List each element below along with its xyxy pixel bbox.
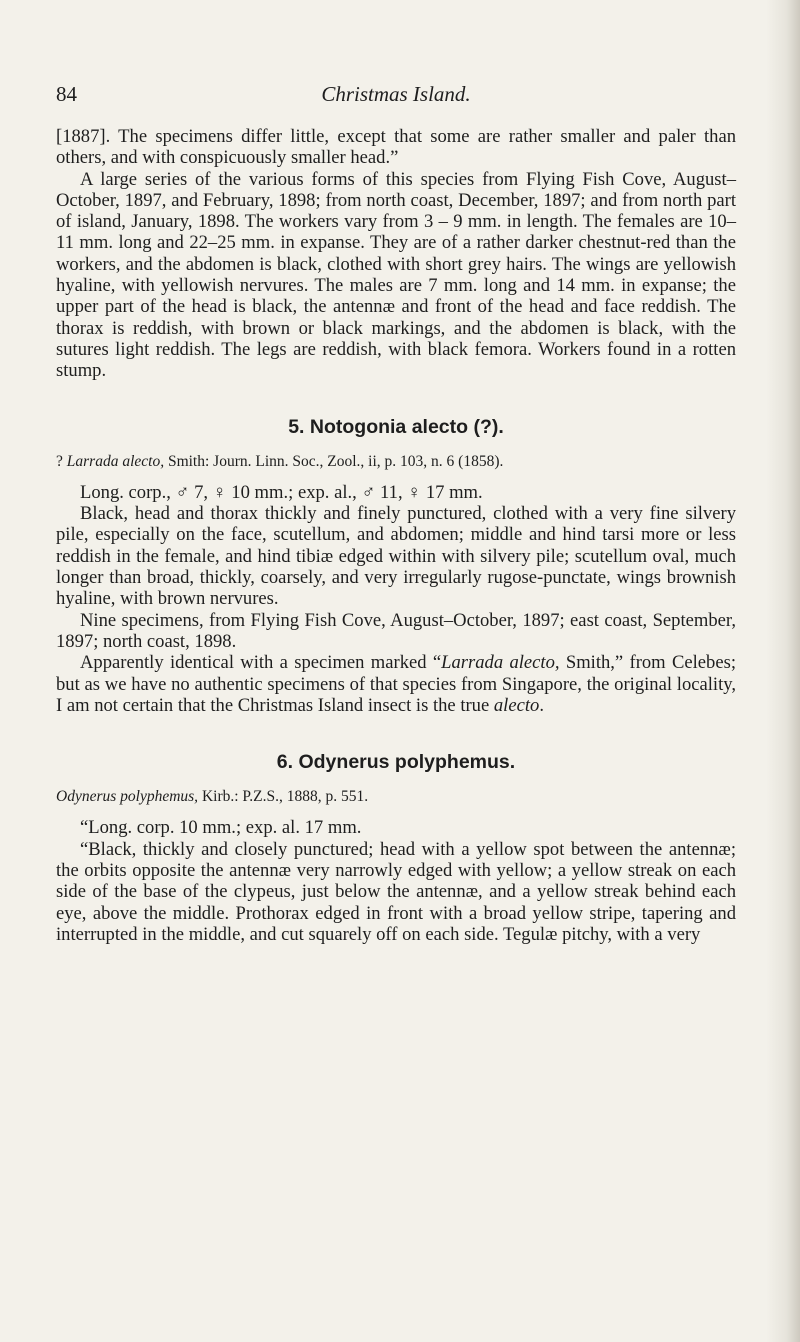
- synonym-citation-larrada: [56, 452, 736, 472]
- odynerus-description-paragraph: “Black, thickly and closely punctured; head with a yellow spot between the antennæ; the orbits opposite the antennæ very narrowly edged with yellow; a yellow streak on each side of the base of the clypeus, just below the antennæ, and a yellow streak behind each eye, above the middle. Prothorax edged in front with a broad yellow stripe, tapering and interrupted in the middle, and cut squarely off on each side. Tegulæ pitchy, with a very: [56, 838, 736, 945]
- synonym-reference-odynerus: Kirb.: P.Z.S., 1888, p. 551.: [198, 788, 369, 806]
- locality-paragraph: Nine specimens, from Flying Fish Cove, August–October, 1897; east coast, September, 1897; north coast, 1898.: [56, 609, 736, 652]
- page-body: [56, 126, 736, 945]
- measurements-paragraph: Long. corp., ♂ 7, ♀ 10 mm.; exp. al., ♂ 11, ♀ 17 mm.: [80, 481, 483, 503]
- description-paragraph: Black, head and thorax thickly and finely punctured, clothed with a very fine silvery pile, especially on the face, scutellum, and abdomen; middle and hind tarsi more or less reddish in the female, and hind tibiæ edged within with silvery pile; scutellum oval, much longer than broad, thickly, coarsely, and very irregularly rugose-punctate, wings brownish hyaline, with brown nervures.: [56, 503, 736, 610]
- synonym-citation-odynerus: [56, 787, 736, 807]
- synonym-name: Larrada alecto,: [66, 452, 165, 470]
- section-heading-odynerus: 6. Odynerus polyphemus.: [276, 751, 516, 774]
- odynerus-measurements-paragraph: “Long. corp. 10 mm.; exp. al. 17 mm.: [80, 817, 362, 839]
- intro-paragraph-quote-end: [1887]. The specimens differ little, except that some are rather smaller and paler than others, and with conspicuously smaller head.”: [56, 126, 736, 169]
- page-edge-shadow: [766, 0, 800, 1342]
- remarks-species-name: Larrada alecto,: [441, 652, 560, 674]
- remarks-paragraph: [56, 652, 736, 716]
- remarks-text-a: Apparently identical with a specimen marked “: [80, 652, 442, 674]
- running-title: Christmas Island.: [321, 82, 471, 106]
- intro-paragraph-series: A large series of the various forms of this species from Flying Fish Cove, August–October, 1897, and February, 1898; from north coast, December, 1897; and from north part of island, January, 1898. The workers vary from 3 – 9 mm. in length. The females are 10–11 mm. long and 22–25 mm. in expanse. They are of a rather darker chestnut-red than the workers, and the abdomen is black, clothed with short grey hairs. The wings are yellowish hyaline, with yellowish nervures. The males are 7 mm. long and 14 mm. in expanse; the upper part of the head is black, the antennæ and front of the head and face reddish. The thorax is reddish, with brown or black markings, and the abdomen is black, with the sutures light reddish. The legs are reddish, with black femora. Workers found in a rotten stump.: [56, 168, 736, 382]
- synonym-query-mark: ?: [56, 452, 67, 470]
- section-heading-notogonia: 5. Notogonia alecto (?).: [288, 415, 504, 438]
- remarks-text-b: Smith,” from Celebes; but as we have no authentic specimens of that species from Singapore, the original locality, I am not certain that the Christmas Island insect is the true: [56, 652, 736, 716]
- synonym-reference: Smith: Journ. Linn. Soc., Zool., ii, p. 103, n. 6 (1858).: [164, 452, 504, 470]
- synonym-name-odynerus: Odynerus polyphemus,: [56, 788, 199, 806]
- remarks-alecto: alecto: [493, 694, 540, 716]
- remarks-text-end: .: [539, 694, 544, 716]
- page-header: [56, 82, 736, 116]
- page-number: 84: [56, 82, 77, 106]
